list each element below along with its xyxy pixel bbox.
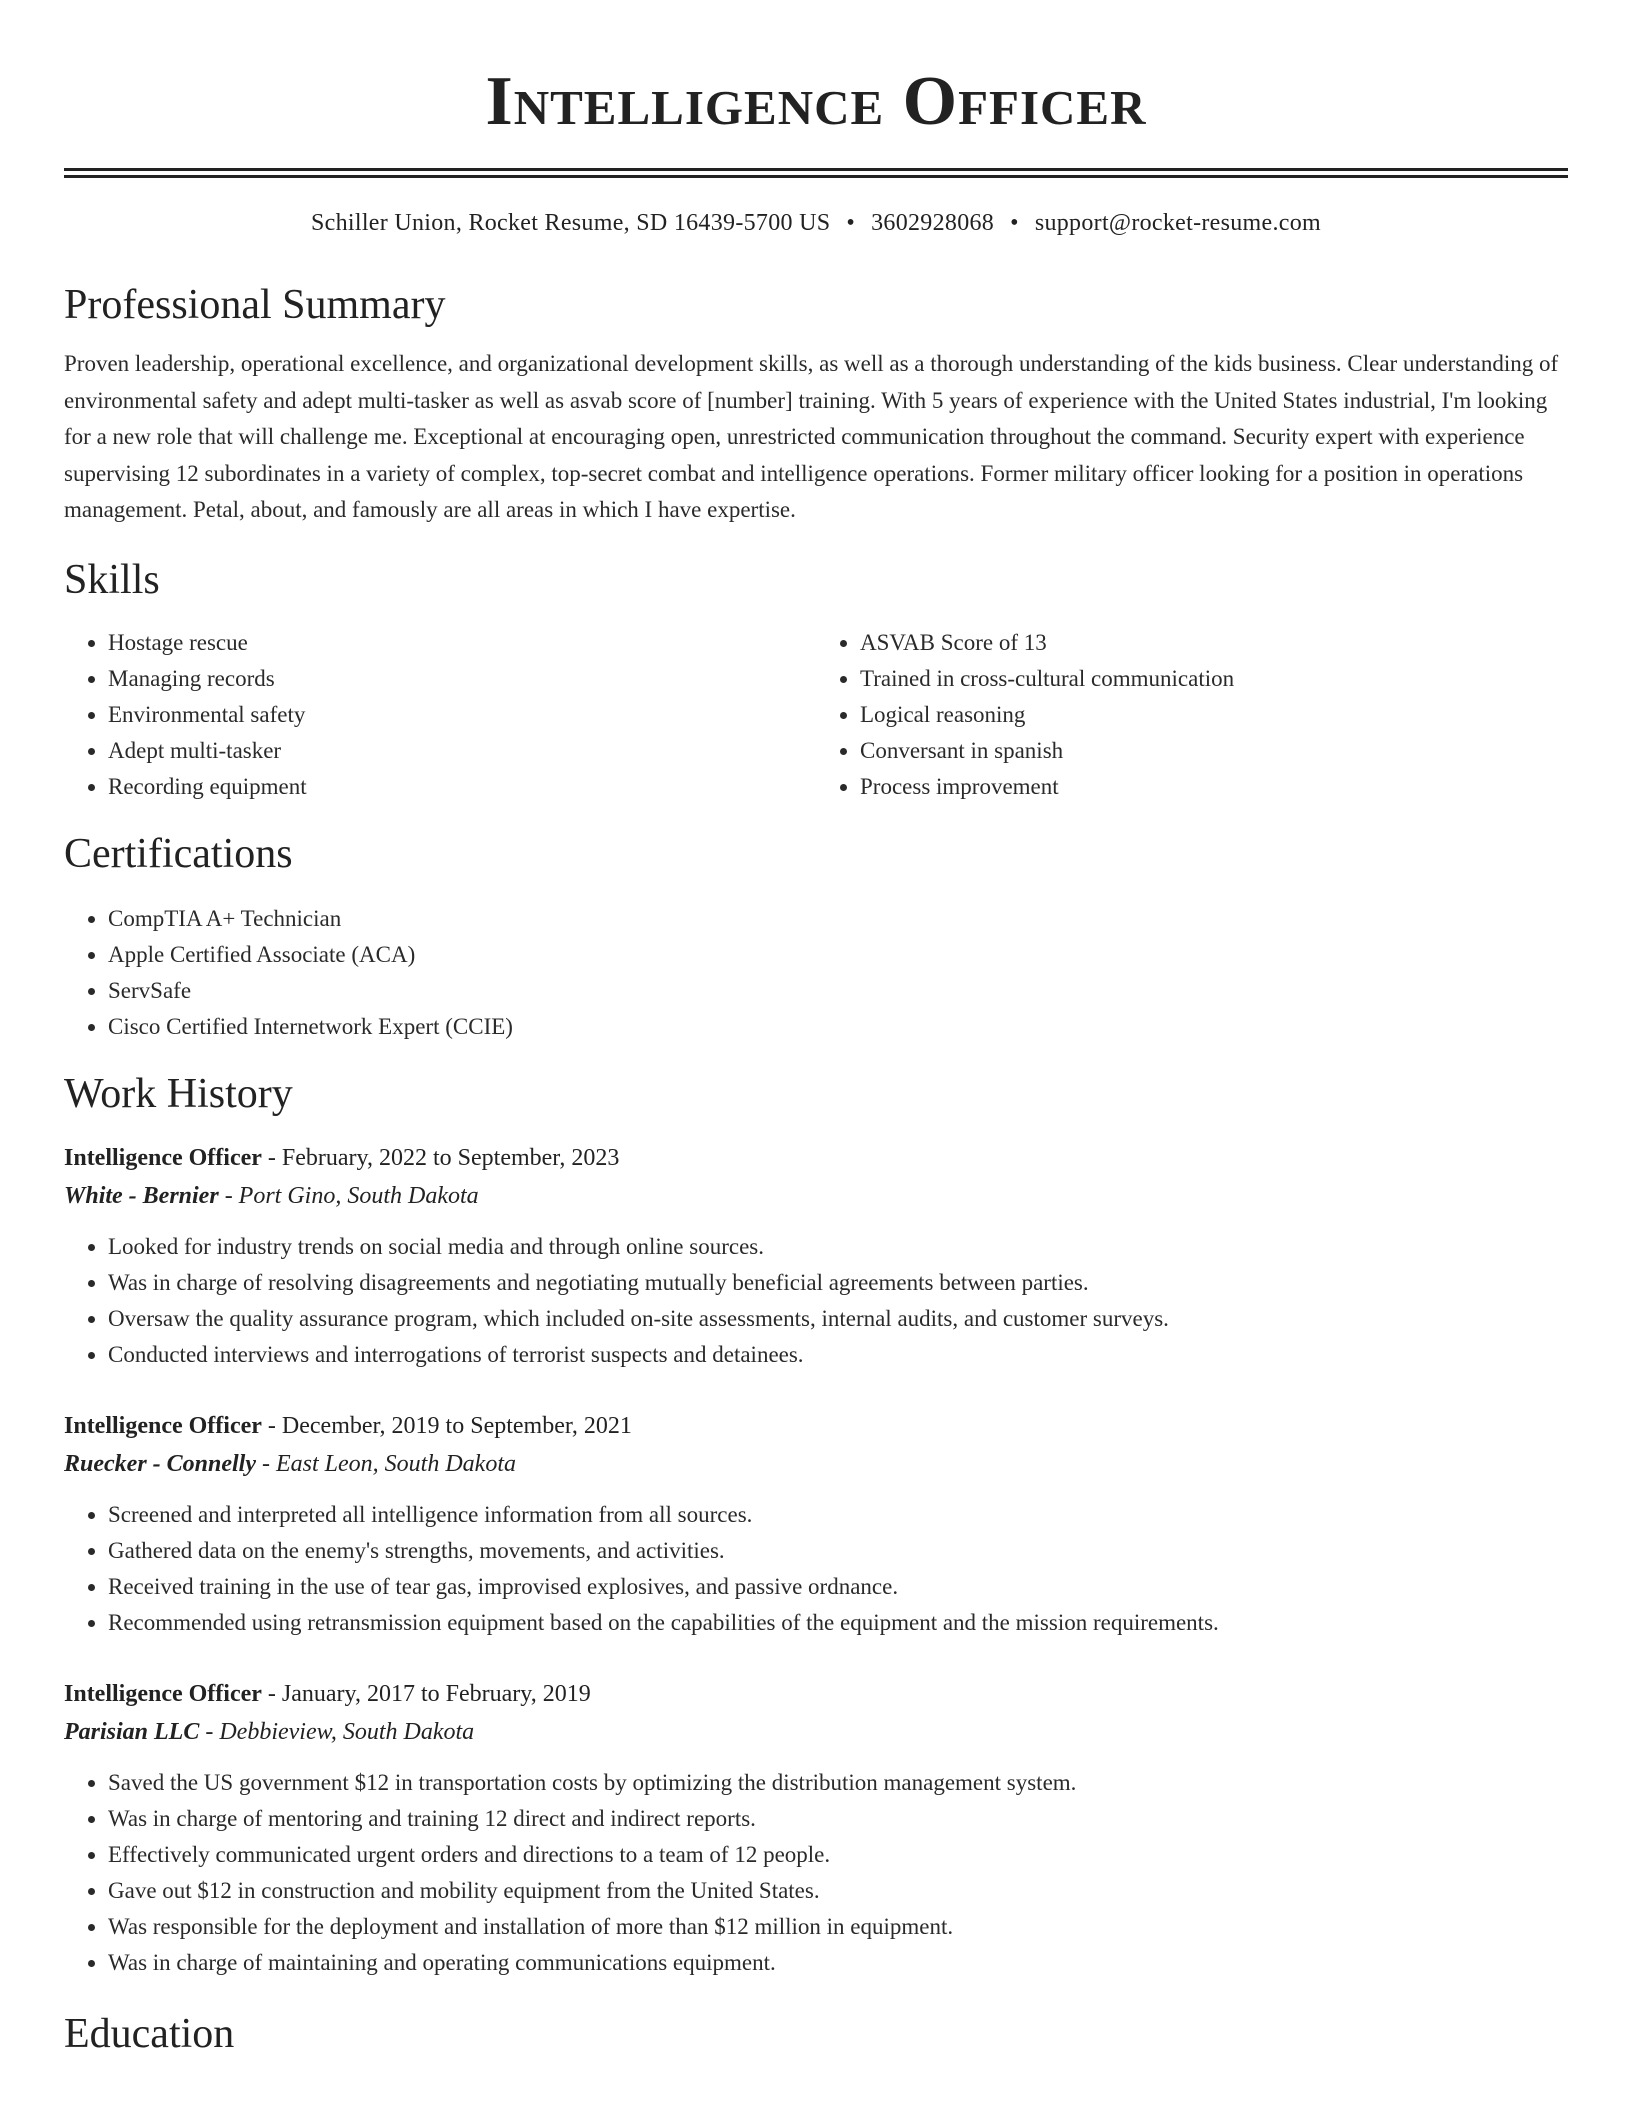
job-bullets — [64, 1765, 1568, 1981]
skill-item: • Hostage rescue — [108, 625, 816, 661]
job-company-line — [64, 1445, 1568, 1483]
skills-columns — [64, 625, 1568, 805]
contact-address: Schiller Union, Rocket Resume, SD 16439-5700 US — [311, 210, 831, 236]
skill-item: • Conversant in spanish — [860, 733, 1568, 769]
skill-item: • Trained in cross-cultural communication — [860, 661, 1568, 697]
job-company-line — [64, 1713, 1568, 1751]
job-title: Intelligence Officer — [64, 1680, 262, 1707]
job-header — [64, 1407, 1568, 1445]
job-bullet: • Was in charge of mentoring and training 12 direct and indirect reports. — [108, 1801, 1568, 1837]
summary-heading: Professional Summary — [64, 282, 446, 328]
certifications-heading: Certifications — [64, 830, 293, 877]
job-bullet: • Screened and interpreted all intelligence information from all sources. — [108, 1497, 1568, 1533]
job-title: Intelligence Officer — [64, 1412, 262, 1439]
job-bullet: • Conducted interviews and interrogations of terrorist suspects and detainees. — [108, 1337, 1568, 1373]
skill-item: • Managing records — [108, 661, 816, 697]
certification-item: • Cisco Certified Internetwork Expert (CCIE) — [108, 1009, 1568, 1045]
certification-item: • CompTIA A+ Technician — [108, 901, 1568, 937]
skills-heading: Skills — [64, 556, 160, 603]
job-dates: - January, 2017 to February, 2019 — [261, 1680, 591, 1707]
resume-page — [64, 0, 1568, 2059]
job-bullet: • Looked for industry trends on social media and through online sources. — [108, 1229, 1568, 1265]
job-bullet: • Received training in the use of tear gas, improvised explosives, and passive ordnance. — [108, 1569, 1568, 1605]
header-divider — [64, 168, 1568, 178]
job-location: - Port Gino, South Dakota — [218, 1182, 479, 1209]
certification-item: • Apple Certified Associate (ACA) — [108, 937, 1568, 973]
contact-separator: • — [1010, 210, 1019, 236]
job-bullet: • Gathered data on the enemy's strengths, movements, and activities. — [108, 1533, 1568, 1569]
skills-left-list — [64, 625, 816, 805]
job-location: - East Leon, South Dakota — [256, 1450, 516, 1477]
job-company: Parisian LLC — [64, 1718, 200, 1745]
skill-item: • Recording equipment — [108, 769, 816, 805]
skill-item: • Adept multi-tasker — [108, 733, 816, 769]
job-header — [64, 1675, 1568, 1713]
job-bullets — [64, 1229, 1568, 1373]
skills-right-list — [816, 625, 1568, 805]
job-entry — [64, 1675, 1568, 1981]
job-bullet: • Recommended using retransmission equipment based on the capabilities of the equipment and the mission requirements. — [108, 1605, 1568, 1641]
job-bullet: • Gave out $12 in construction and mobility equipment from the United States. — [108, 1873, 1568, 1909]
job-location: - Debbieview, South Dakota — [199, 1718, 475, 1745]
job-entry — [64, 1407, 1568, 1641]
job-dates: - December, 2019 to September, 2021 — [261, 1412, 632, 1439]
contact-separator: • — [846, 210, 856, 236]
job-bullets — [64, 1497, 1568, 1641]
certifications-list — [64, 901, 1568, 1045]
work-history-heading: Work History — [64, 1070, 293, 1117]
skill-item: • Process improvement — [860, 769, 1568, 805]
job-bullet: • Was in charge of maintaining and operating communications equipment. — [108, 1945, 1568, 1981]
contact-phone: 3602928068 — [871, 210, 995, 236]
job-bullet: • Effectively communicated urgent orders and directions to a team of 12 people. — [108, 1837, 1568, 1873]
certification-item: • ServSafe — [108, 973, 1568, 1009]
job-company: White - Bernier — [64, 1182, 219, 1209]
contact-email: support@rocket-resume.com — [1034, 210, 1321, 236]
contact-line — [64, 206, 1568, 240]
job-company: Ruecker - Connelly — [64, 1450, 256, 1477]
job-entry — [64, 1139, 1568, 1373]
job-title: Intelligence Officer — [64, 1144, 262, 1171]
skill-item: • Logical reasoning — [860, 697, 1568, 733]
job-bullet: • Was in charge of resolving disagreements and negotiating mutually beneficial agreements between parties. — [108, 1265, 1568, 1301]
education-heading: Education — [64, 2010, 235, 2057]
job-bullet: • Was responsible for the deployment and installation of more than $12 million in equipment. — [108, 1909, 1568, 1945]
job-company-line — [64, 1177, 1568, 1215]
job-bullet: • Saved the US government $12 in transportation costs by optimizing the distribution management system. — [108, 1765, 1568, 1801]
job-dates: - February, 2022 to September, 2023 — [261, 1144, 620, 1171]
skill-item: • Environmental safety — [108, 697, 816, 733]
job-bullet: • Oversaw the quality assurance program, which included on-site assessments, internal audits, and customer surveys. — [108, 1301, 1568, 1337]
skill-item: • ASVAB Score of 13 — [860, 625, 1568, 661]
summary-text: Proven leadership, operational excellence, and organizational development skills, as well as a thorough understanding of the kids business. Clear understanding of environmental safety and adept multi-tasker as well as asvab score of [number] training. With 5 years of experience with the United States industrial, I'm looking for a new role that will challenge me. Exceptional at encouraging open, unrestricted communication throughout the command. Security expert with experience supervising 12 subordinates in a variety of complex, top-secret combat and intelligence operations. Former military officer looking for a position in operations management. Petal, about, and famously are all areas in which I have expertise. — [64, 351, 1559, 522]
resume-name: Intelligence Officer — [485, 63, 1147, 140]
job-header — [64, 1139, 1568, 1177]
